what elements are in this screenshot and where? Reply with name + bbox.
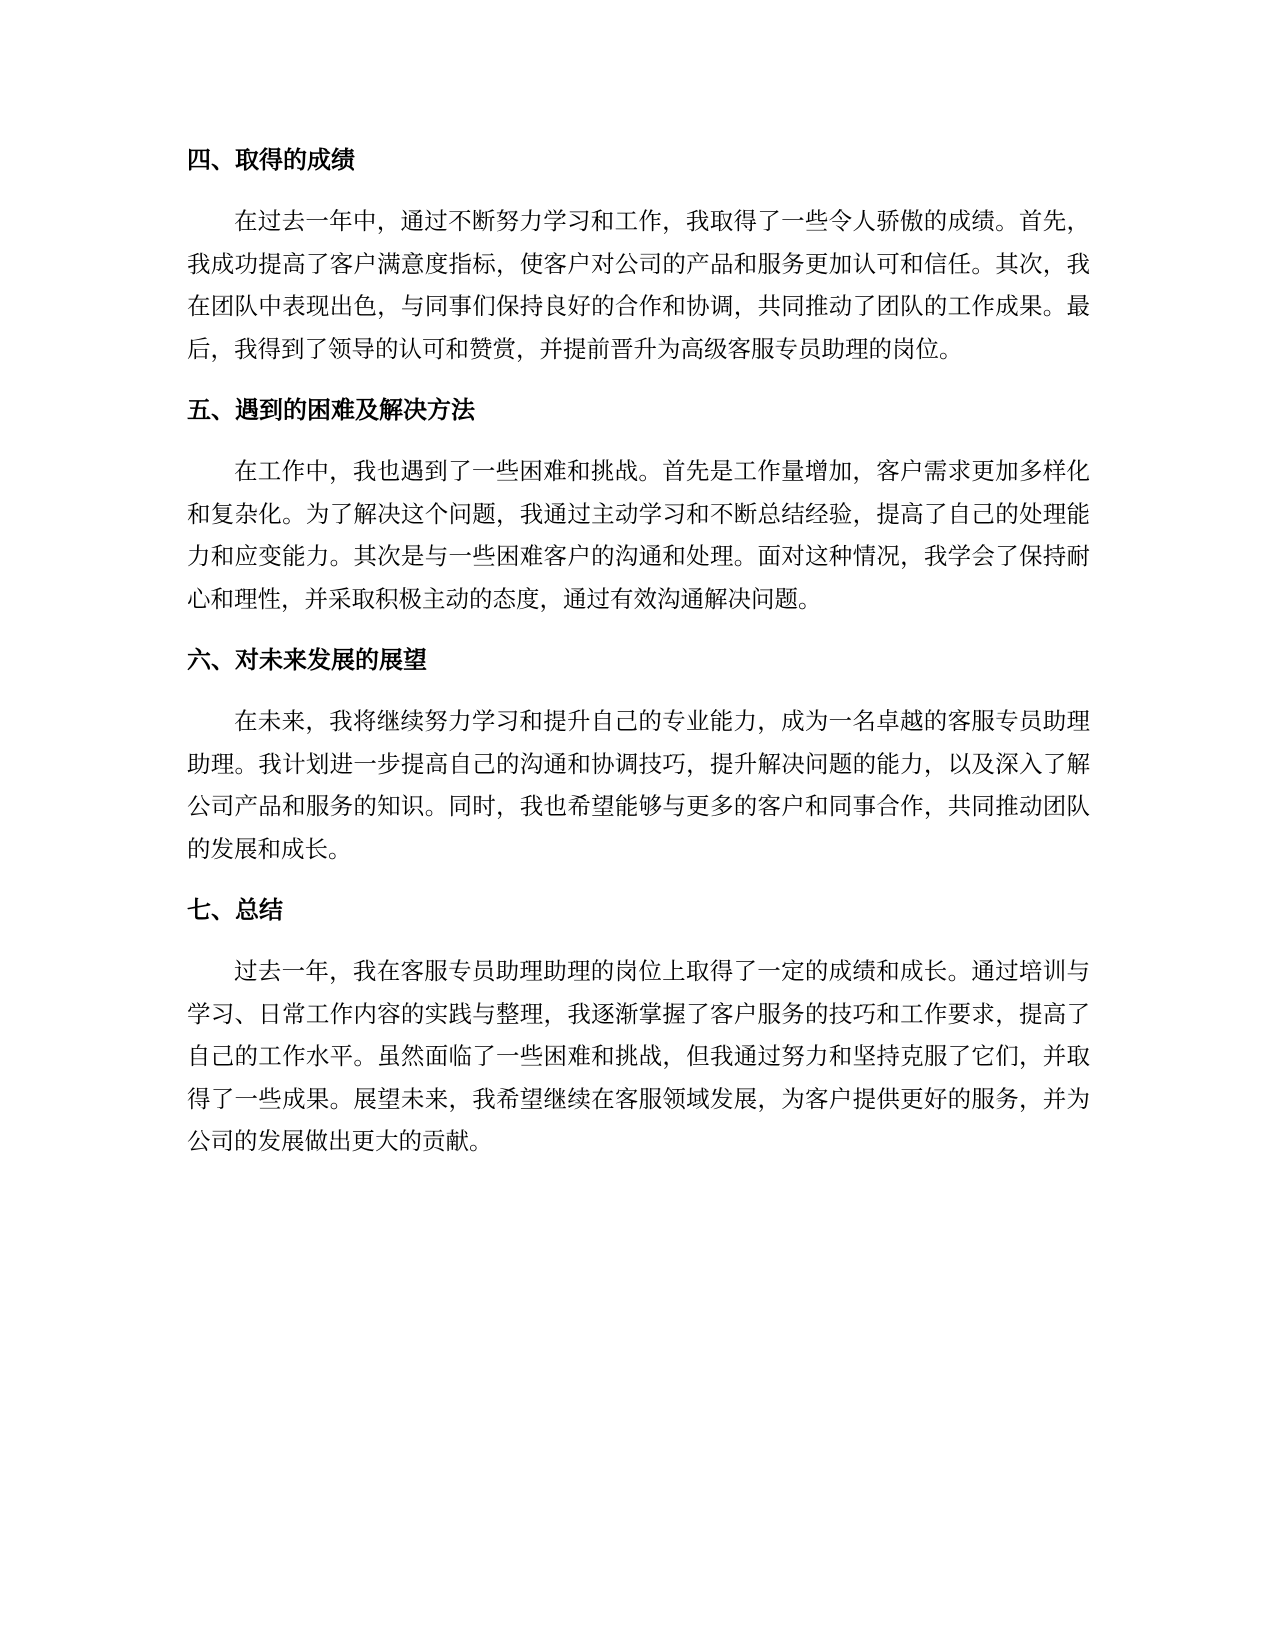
section-summary	[187, 890, 1090, 1163]
section-heading: 六、对未来发展的展望	[187, 646, 427, 674]
section-paragraph: 在未来，我将继续努力学习和提升自己的专业能力，成为一名卓越的客服专员助理助理。我计划进一步提高自己的沟通和协调技巧，提升解决问题的能力，以及深入了解公司产品和服务的知识。同时，我也希望能够与更多的客户和同事合作，共同推动团队的发展和成长。	[187, 707, 1090, 863]
section-achievements	[187, 140, 1090, 370]
section-heading: 五、遇到的困难及解决方法	[187, 396, 475, 424]
section-heading: 四、取得的成绩	[187, 146, 355, 174]
document-page	[187, 140, 1090, 1183]
section-paragraph: 在过去一年中，通过不断努力学习和工作，我取得了一些令人骄傲的成绩。首先，我成功提高了客户满意度指标，使客户对公司的产品和服务更加认可和信任。其次，我在团队中表现出色，与同事们保持良好的合作和协调，共同推动了团队的工作成果。最后，我得到了领导的认可和赞赏，并提前晋升为高级客服专员助理的岗位。	[187, 207, 1090, 363]
section-outlook	[187, 640, 1090, 870]
section-paragraph: 过去一年，我在客服专员助理助理的岗位上取得了一定的成绩和成长。通过培训与学习、日常工作内容的实践与整理，我逐渐掌握了客户服务的技巧和工作要求，提高了自己的工作水平。虽然面临了一些困难和挑战，但我通过努力和坚持克服了它们，并取得了一些成果。展望未来，我希望继续在客服领域发展，为客户提供更好的服务，并为公司的发展做出更大的贡献。	[187, 957, 1090, 1155]
section-heading: 七、总结	[187, 896, 283, 924]
section-paragraph: 在工作中，我也遇到了一些困难和挑战。首先是工作量增加，客户需求更加多样化和复杂化。为了解决这个问题，我通过主动学习和不断总结经验，提高了自己的处理能力和应变能力。其次是与一些困难客户的沟通和处理。面对这种情况，我学会了保持耐心和理性，并采取积极主动的态度，通过有效沟通解决问题。	[187, 457, 1090, 613]
section-difficulties	[187, 390, 1090, 620]
